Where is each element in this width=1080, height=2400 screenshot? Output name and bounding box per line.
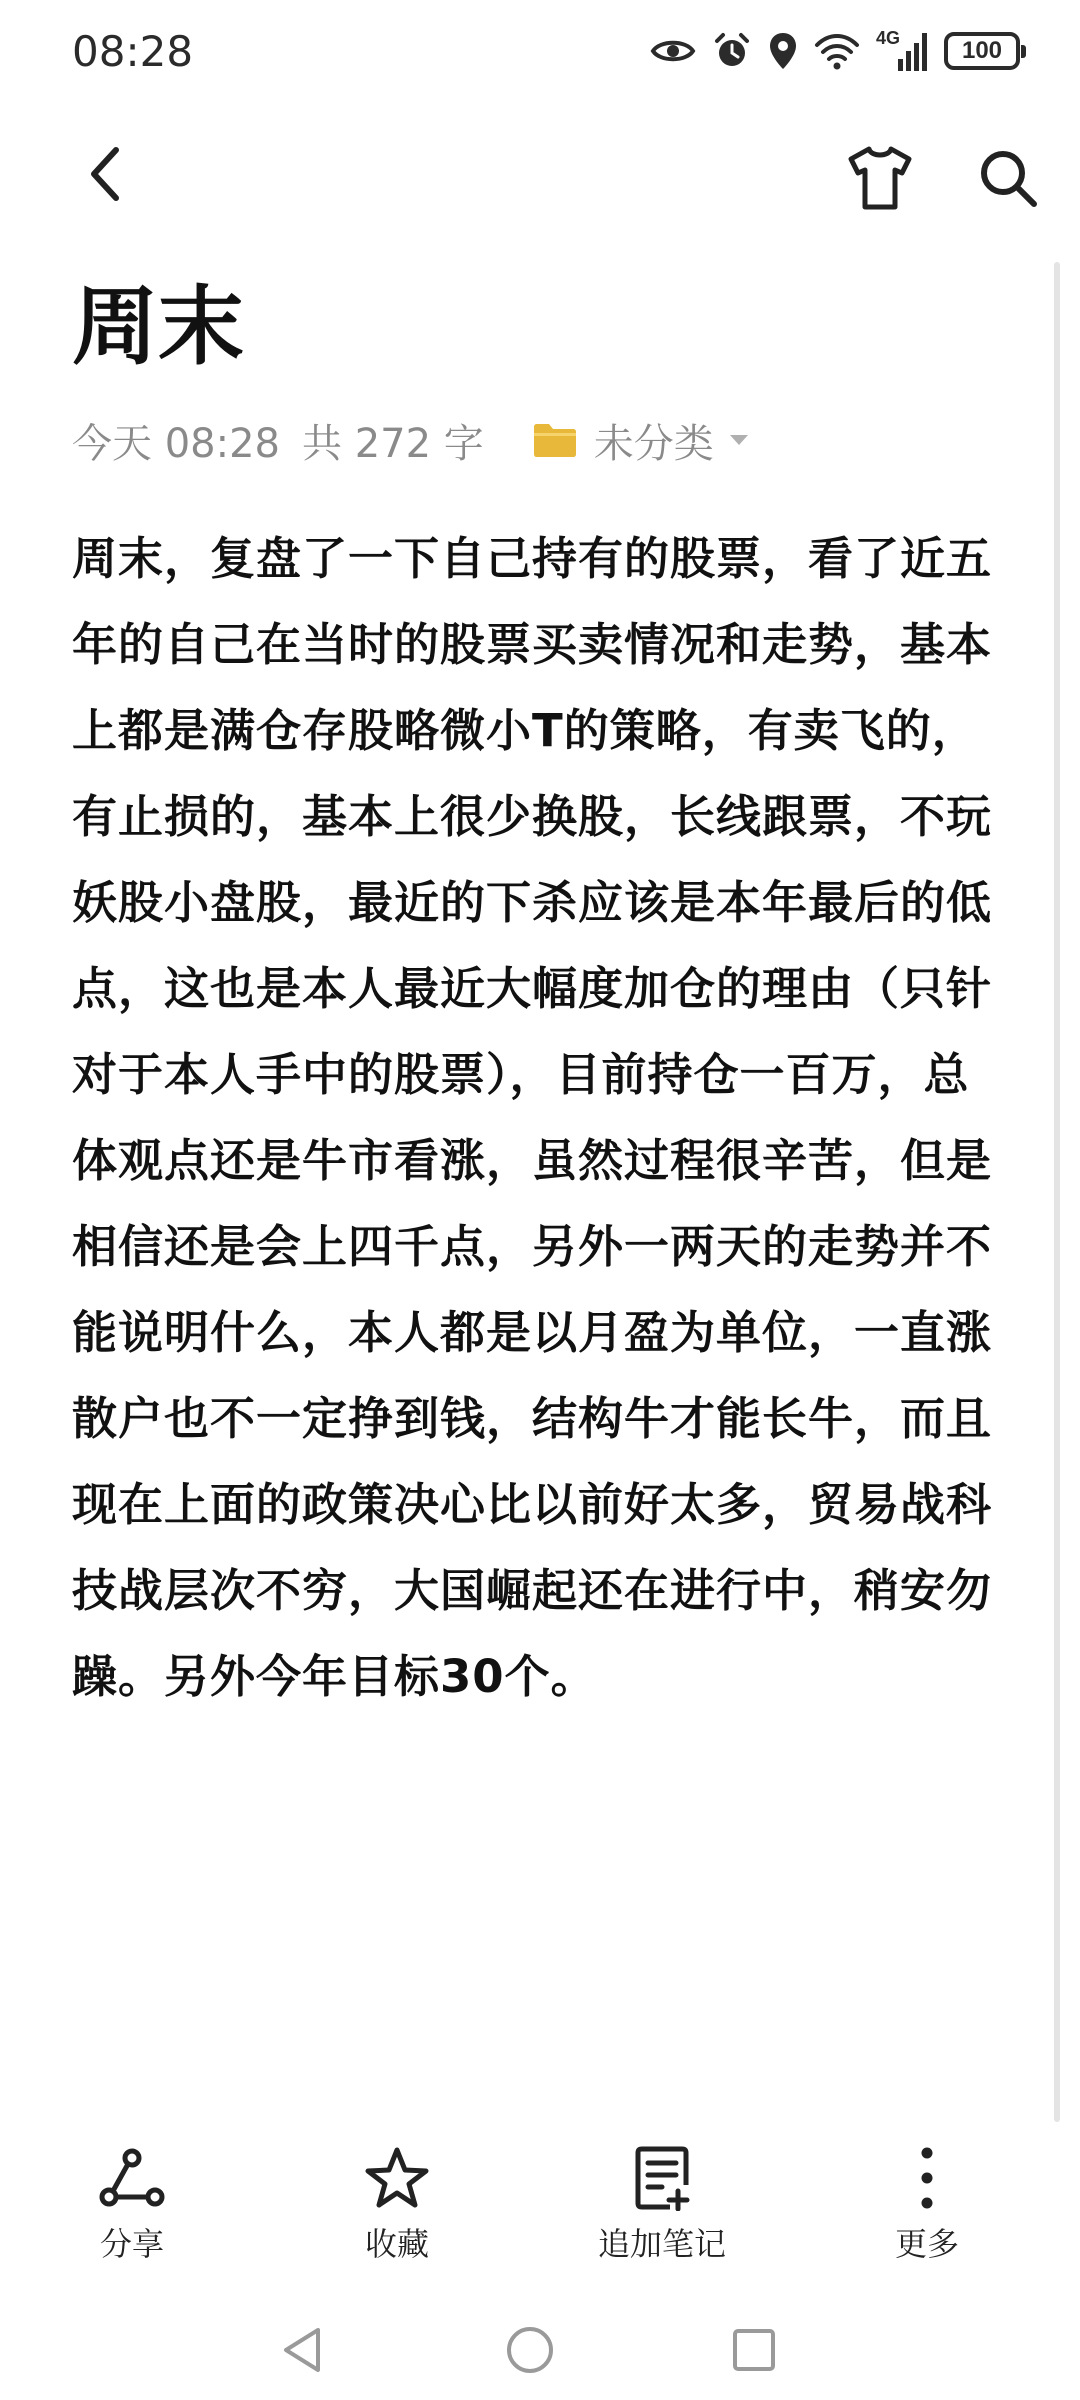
theme-button[interactable]	[840, 138, 920, 218]
back-button[interactable]	[70, 138, 142, 210]
favorite-button[interactable]	[297, 2142, 497, 2264]
search-button[interactable]	[968, 138, 1048, 218]
nav-recents-button[interactable]	[724, 2320, 784, 2380]
share-icon	[96, 2142, 168, 2214]
back-arrow-icon	[86, 144, 126, 204]
more-vertical-icon	[891, 2142, 963, 2214]
nav-home-icon	[505, 2325, 555, 2375]
alarm-icon	[712, 31, 752, 71]
eye-icon	[650, 36, 696, 66]
note-date: 今天 08:28	[72, 420, 280, 467]
status-bar	[0, 0, 1080, 104]
share-label: 分享	[99, 2225, 164, 2263]
status-icons	[650, 26, 1020, 76]
nav-recents-icon	[731, 2327, 777, 2373]
note-meta	[72, 410, 750, 470]
star-icon	[361, 2142, 433, 2214]
more-button[interactable]	[827, 2142, 1027, 2264]
cellular-signal-icon	[876, 29, 928, 73]
wifi-icon	[814, 31, 860, 71]
nav-back-icon	[280, 2325, 324, 2375]
append-note-label: 追加笔记	[597, 2225, 726, 2263]
network-type: 4G	[876, 28, 901, 48]
folder-icon	[532, 421, 578, 459]
note-word-count: 共 272 字	[302, 420, 484, 467]
top-bar	[0, 120, 1080, 230]
share-button[interactable]	[32, 2142, 232, 2264]
status-time: 08:28	[72, 27, 194, 76]
battery-icon	[944, 32, 1020, 70]
note-body[interactable]: 周末，复盘了一下自己持有的股票，看了近五年的自己在当时的股票买卖情况和走势，基本上都是满仓存股略微小T的策略，有卖飞的，有止损的，基本上很少换股，长线跟票，不玩妖股小盘股，最近的下杀应该是本年最后的低点，这也是本人最近大幅度加仓的理由（只针对于本人手中的股票），目前持仓一百万，总体观点还是牛市看涨，虽然过程很辛苦，但是相信还是会上四千点，另外一两天的走势并不能说明什么，本人都是以月盈为单位，一直涨散户也不一定挣到钱，结构牛才能长牛，而且现在上面的政策决心比以前好太多，贸易战科技战层次不穷，大国崛起还在进行中，稍安勿躁。另外今年目标30个。	[72, 532, 993, 1703]
scrollbar[interactable]	[1054, 262, 1060, 2122]
bottom-toolbar	[0, 2128, 1080, 2288]
system-nav-bar	[0, 2300, 1080, 2400]
append-note-button[interactable]	[562, 2142, 762, 2264]
more-label: 更多	[894, 2225, 959, 2263]
note-add-icon	[626, 2142, 698, 2214]
nav-home-button[interactable]	[500, 2320, 560, 2380]
battery-level: 100	[961, 37, 1003, 64]
note-title[interactable]: 周末	[72, 277, 244, 377]
location-icon	[768, 31, 798, 71]
nav-back-button[interactable]	[272, 2320, 332, 2380]
tshirt-icon	[845, 145, 915, 211]
favorite-label: 收藏	[364, 2225, 429, 2263]
caret-down-icon	[728, 433, 750, 447]
search-icon	[977, 147, 1039, 209]
category-selector[interactable]	[532, 412, 750, 469]
category-label: 未分类	[593, 420, 714, 467]
